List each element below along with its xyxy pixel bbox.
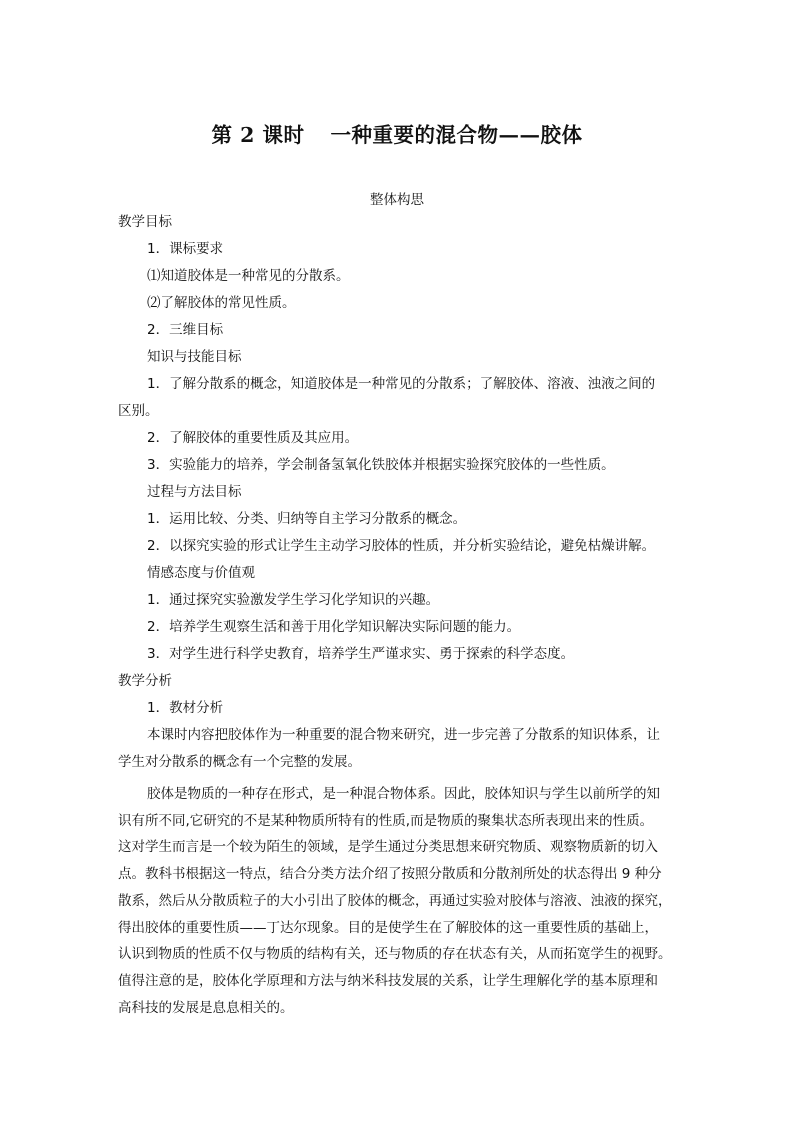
subheading-curriculum-requirements: 1．课标要求 xyxy=(147,241,224,257)
paragraph-line: 这对学生而言是一个较为陌生的领域，是学生通过分类思想来研究物质、观察物质新的切入 xyxy=(118,839,658,856)
paragraph-line: 本课时内容把胶体作为一种重要的混合物来研究，进一步完善了分散系的知识体系，让 xyxy=(147,727,660,743)
lesson-topic: 一种重要的混合物——胶体 xyxy=(330,123,583,147)
paragraph-line: 识有所不同,它研究的不是某种物质所特有的性质,而是物质的聚集状态所表现出来的性质。 xyxy=(118,812,654,829)
requirement-item-1: ⑴知道胶体是一种常见的分散系。 xyxy=(147,268,350,284)
heading-teaching-goals: 教学目标 xyxy=(118,214,172,230)
attitude-item-1: 1．通过探究实验激发学生学习化学知识的兴趣。 xyxy=(147,592,440,608)
heading-attitudes-values: 情感态度与价值观 xyxy=(147,565,255,581)
paragraph-line: 散系，然后从分散质粒子的大小引出了胶体的概念，再通过实验对胶体与溶液、浊液的探究， xyxy=(118,892,672,909)
paragraph-line: 高科技的发展是息息相关的。 xyxy=(118,999,294,1016)
knowledge-item-2: 2．了解胶体的重要性质及其应用。 xyxy=(147,430,359,446)
section-subtitle: 整体构思 xyxy=(370,192,424,208)
process-item-2: 2．以探究实验的形式让学生主动学习胶体的性质，并分析实验结论，避免枯燥讲解。 xyxy=(147,538,656,554)
page-title xyxy=(0,118,794,148)
paragraph-line: 学生对分散系的概念有一个完整的发展。 xyxy=(118,753,361,770)
lesson-number: 第 2 课时 xyxy=(211,123,305,147)
heading-teaching-analysis: 教学分析 xyxy=(118,673,172,689)
paragraph-line: 得出胶体的重要性质——丁达尔现象。目的是使学生在了解胶体的这一重要性质的基础上， xyxy=(118,919,658,936)
paragraph-line: 认识到物质的性质不仅与物质的结构有关，还与物质的存在状态有关，从而拓宽学生的视野。 xyxy=(118,946,672,963)
attitude-item-2: 2．培养学生观察生活和善于用化学知识解决实际问题的能力。 xyxy=(147,619,521,635)
paragraph-line: 值得注意的是，胶体化学原理和方法与纳米科技发展的关系，让学生理解化学的基本原理和 xyxy=(118,972,658,989)
process-item-1: 1．运用比较、分类、归纳等自主学习分散系的概念。 xyxy=(147,511,467,527)
heading-process-methods: 过程与方法目标 xyxy=(147,484,242,500)
attitude-item-3: 3．对学生进行科学史教育，培养学生严谨求实、勇于探索的科学态度。 xyxy=(147,646,575,662)
paragraph-line: 胶体是物质的一种存在形式，是一种混合物体系。因此，胶体知识与学生以前所学的知 xyxy=(147,786,660,802)
knowledge-item-1: 1．了解分散系的概念，知道胶体是一种常见的分散系；了解胶体、溶液、浊液之间的 xyxy=(147,376,656,392)
analysis-paragraph-1 xyxy=(118,722,675,775)
paragraph-line: 点。教科书根据这一特点，结合分类方法介绍了按照分散质和分散剂所处的状态得出 9 种分 xyxy=(118,866,662,883)
subheading-three-dimensional-goals: 2．三维目标 xyxy=(147,322,224,338)
analysis-paragraph-2 xyxy=(118,781,675,1021)
knowledge-item-3: 3．实验能力的培养，学会制备氢氧化铁胶体并根据实验探究胶体的一些性质。 xyxy=(147,457,615,473)
knowledge-item-1-continued: 区别。 xyxy=(118,403,159,419)
requirement-item-2: ⑵了解胶体的常见性质。 xyxy=(147,295,296,311)
heading-knowledge-skills: 知识与技能目标 xyxy=(147,349,242,365)
subheading-textbook-analysis: 1．教材分析 xyxy=(147,700,224,716)
